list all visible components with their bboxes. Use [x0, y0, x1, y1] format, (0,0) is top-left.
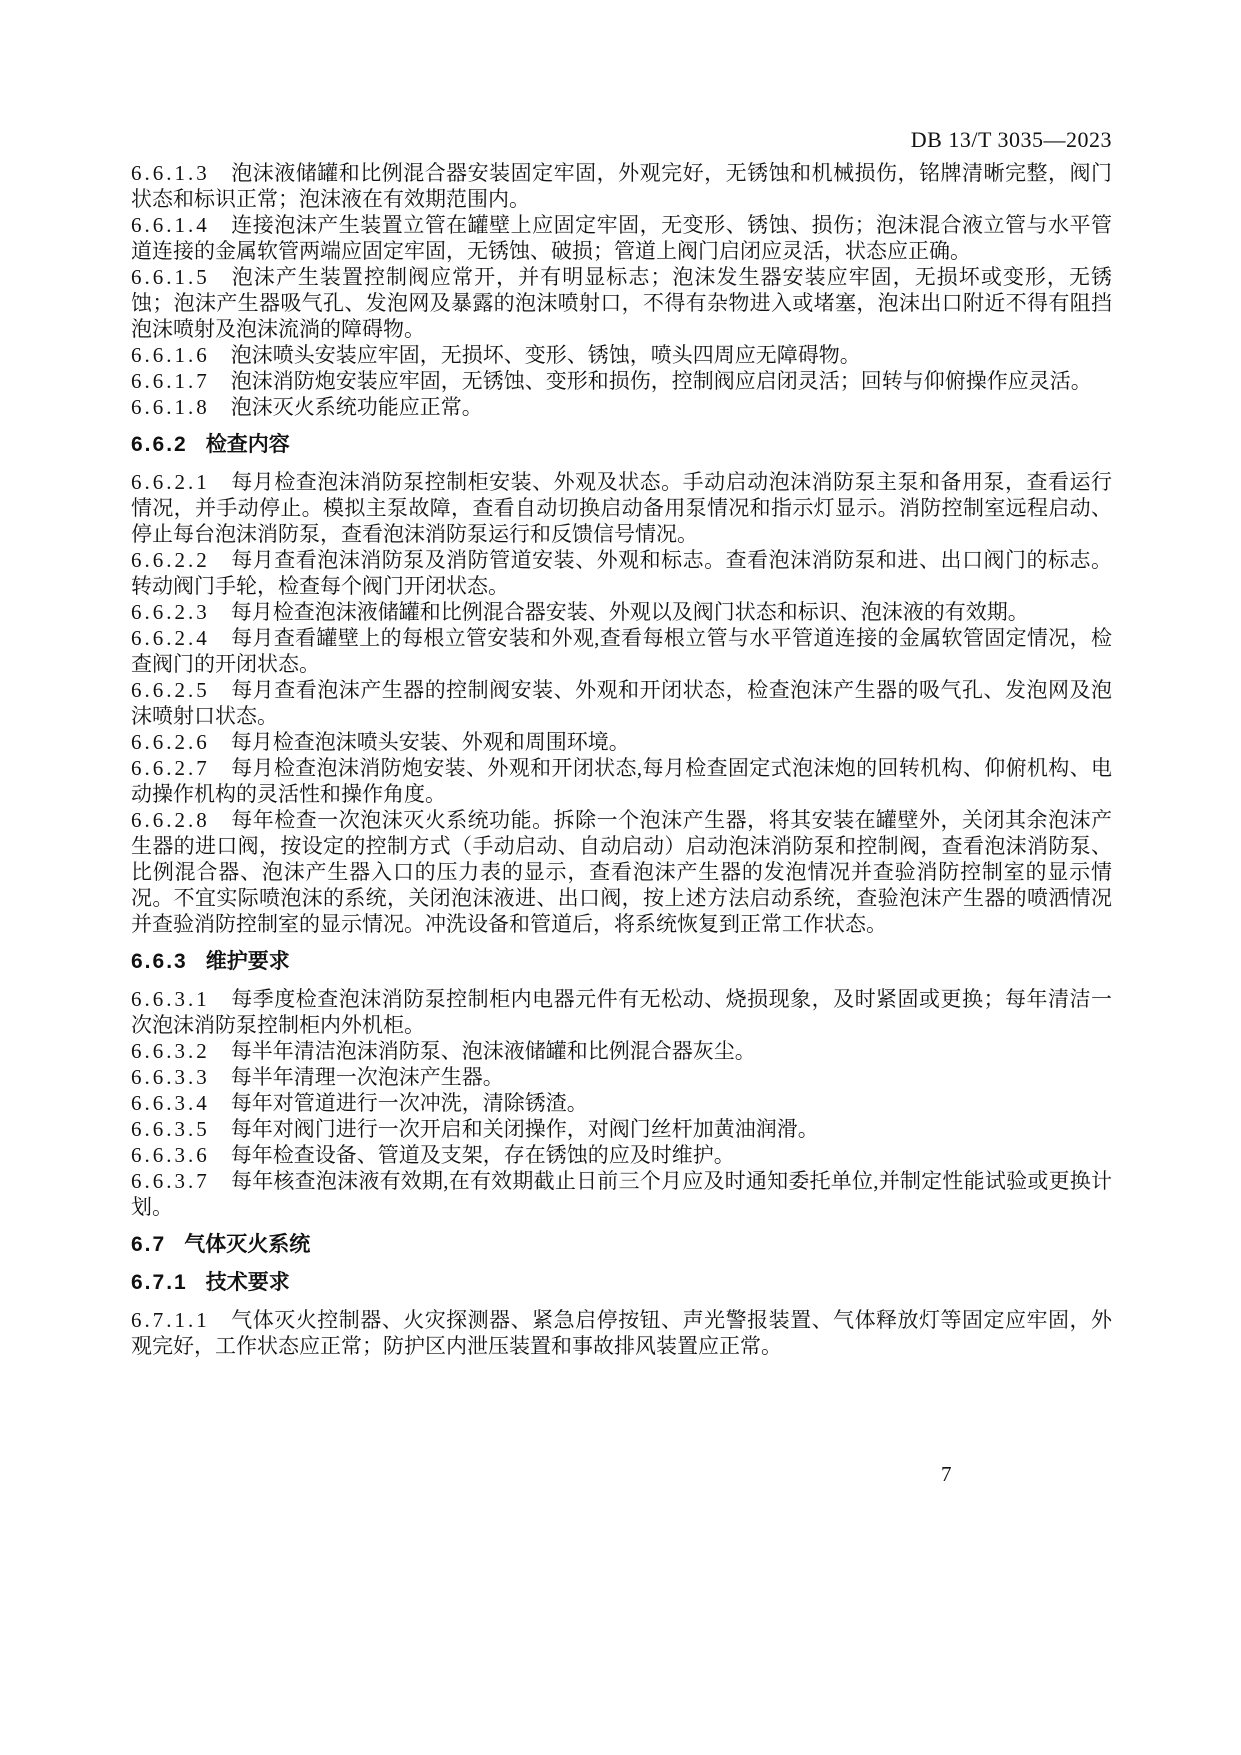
- clause-text: 每月检查泡沫消防泵控制柜安装、外观及状态。手动启动泡沫消防泵主泵和备用泵，查看运行情况，并手动停止。模拟主泵故障，查看自动切换启动备用泵情况和指示灯显示。消防控制室远程启动、停止每台泡沫消防泵，查看泡沫消防泵运行和反馈信号情况。: [131, 470, 1112, 546]
- section-heading: [131, 949, 1112, 975]
- clause-paragraph: [131, 1038, 1112, 1064]
- clause-text: 每月查看罐壁上的每根立管安装和外观,查看每根立管与水平管道连接的金属软管固定情况，检查阀门的开闭状态。: [131, 626, 1112, 676]
- clause-paragraph: [131, 1090, 1112, 1116]
- heading-number: 6.7.1: [131, 1271, 188, 1294]
- heading-title: 维护要求: [205, 950, 290, 973]
- clause-paragraph: [131, 212, 1112, 264]
- clause-paragraph: [131, 986, 1112, 1038]
- clause-paragraph: [131, 469, 1112, 547]
- section-heading: [131, 1270, 1112, 1296]
- clause-number: 6.6.3.3: [131, 1065, 210, 1089]
- heading-number: 6.6.2: [131, 433, 188, 456]
- clause-paragraph: [131, 1307, 1112, 1359]
- document-body: [131, 160, 1112, 1359]
- section-heading: [131, 432, 1112, 458]
- clause-number: 6.6.3.7: [131, 1169, 210, 1193]
- clause-text: 泡沫液储罐和比例混合器安装固定牢固，外观完好，无锈蚀和机械损伤，铭牌清晰完整，阀门状态和标识正常；泡沫液在有效期范围内。: [131, 161, 1112, 211]
- clause-number: 6.6.1.8: [131, 395, 210, 419]
- clause-paragraph: [131, 394, 1112, 420]
- clause-text: 每季度检查泡沫消防泵控制柜内电器元件有无松动、烧损现象，及时紧固或更换；每年清洁一次泡沫消防泵控制柜内外机柜。: [131, 987, 1112, 1037]
- clause-paragraph: [131, 368, 1112, 394]
- clause-text: 每月查看泡沫消防泵及消防管道安装、外观和标志。查看泡沫消防泵和进、出口阀门的标志。转动阀门手轮，检查每个阀门开闭状态。: [131, 548, 1112, 598]
- clause-text: 每半年清理一次泡沫产生器。: [230, 1065, 504, 1089]
- clause-number: 6.6.3.6: [131, 1143, 210, 1167]
- clause-number: 6.6.2.6: [131, 730, 210, 754]
- clause-text: 每年对管道进行一次冲洗，清除锈渣。: [230, 1091, 588, 1115]
- clause-number: 6.6.2.2: [131, 548, 210, 572]
- clause-paragraph: [131, 547, 1112, 599]
- clause-text: 每年检查设备、管道及支架，存在锈蚀的应及时维护。: [230, 1143, 735, 1167]
- clause-number: 6.6.3.1: [131, 987, 210, 1011]
- clause-paragraph: [131, 160, 1112, 212]
- clause-paragraph: [131, 599, 1112, 625]
- clause-number: 6.6.2.4: [131, 626, 210, 650]
- clause-text: 每年检查一次泡沫灭火系统功能。拆除一个泡沫产生器，将其安装在罐壁外，关闭其余泡沫产生器的进口阀，按设定的控制方式（手动启动、自动启动）启动泡沫消防泵和控制阀，查看泡沫消防泵、比例混合器、泡沫产生器入口的压力表的显示，查看泡沫产生器的发泡情况并查验消防控制室的显示情况。不宜实际喷泡沫的系统，关闭泡沫液进、出口阀，按上述方法启动系统，查验泡沫产生器的喷洒情况并查验消防控制室的显示情况。冲洗设备和管道后，将系统恢复到正常工作状态。: [131, 808, 1112, 936]
- clause-text: 泡沫消防炮安装应牢固，无锈蚀、变形和损伤，控制阀应启闭灵活；回转与仰俯操作应灵活。: [230, 369, 1092, 393]
- clause-number: 6.6.2.7: [131, 756, 210, 780]
- clause-number: 6.7.1.1: [131, 1308, 210, 1332]
- document-number: DB 13/T 3035—2023: [910, 127, 1112, 152]
- clause-number: 6.6.1.3: [131, 161, 210, 185]
- clause-paragraph: [131, 1168, 1112, 1220]
- clause-number: 6.6.3.4: [131, 1091, 210, 1115]
- clause-paragraph: [131, 677, 1112, 729]
- clause-number: 6.6.2.8: [131, 808, 210, 832]
- clause-text: 每月检查泡沫喷头安装、外观和周围环境。: [230, 730, 630, 754]
- clause-paragraph: [131, 625, 1112, 677]
- heading-title: 气体灭火系统: [184, 1233, 311, 1256]
- clause-number: 6.6.2.1: [131, 470, 210, 494]
- clause-number: 6.6.3.5: [131, 1117, 210, 1141]
- clause-paragraph: [131, 264, 1112, 342]
- clause-number: 6.6.1.4: [131, 213, 210, 237]
- clause-paragraph: [131, 1064, 1112, 1090]
- clause-number: 6.6.1.6: [131, 343, 210, 367]
- clause-text: 每月检查泡沫液储罐和比例混合器安装、外观以及阀门状态和标识、泡沫液的有效期。: [230, 600, 1029, 624]
- clause-paragraph: [131, 729, 1112, 755]
- clause-text: 每年核查泡沫液有效期,在有效期截止日前三个月应及时通知委托单位,并制定性能试验或更换计划。: [131, 1169, 1112, 1219]
- clause-text: 气体灭火控制器、火灾探测器、紧急启停按钮、声光警报装置、气体释放灯等固定应牢固，外观完好，工作状态应正常；防护区内泄压装置和事故排风装置应正常。: [131, 1308, 1112, 1358]
- section-heading: [131, 1232, 1112, 1258]
- heading-title: 检查内容: [205, 433, 290, 456]
- clause-number: 6.6.1.5: [131, 265, 210, 289]
- clause-text: 每半年清洁泡沫消防泵、泡沫液储罐和比例混合器灰尘。: [230, 1039, 756, 1063]
- page-number: 7: [941, 1462, 952, 1486]
- clause-text: 泡沫产生装置控制阀应常开，并有明显标志；泡沫发生器安装应牢固，无损坏或变形，无锈蚀；泡沫产生器吸气孔、发泡网及暴露的泡沫喷射口，不得有杂物进入或堵塞，泡沫出口附近不得有阻挡泡沫喷射及泡沫流淌的障碍物。: [131, 265, 1112, 341]
- clause-number: 6.6.2.5: [131, 678, 210, 702]
- clause-text: 泡沫喷头安装应牢固，无损坏、变形、锈蚀，喷头四周应无障碍物。: [230, 343, 861, 367]
- heading-number: 6.6.3: [131, 950, 188, 973]
- clause-text: 每月检查泡沫消防炮安装、外观和开闭状态,每月检查固定式泡沫炮的回转机构、仰俯机构、电动操作机构的灵活性和操作角度。: [131, 756, 1112, 806]
- clause-number: 6.6.3.2: [131, 1039, 210, 1063]
- clause-text: 泡沫灭火系统功能应正常。: [230, 395, 483, 419]
- clause-paragraph: [131, 755, 1112, 807]
- clause-number: 6.6.1.7: [131, 369, 210, 393]
- clause-text: 连接泡沫产生装置立管在罐壁上应固定牢固，无变形、锈蚀、损伤；泡沫混合液立管与水平管道连接的金属软管两端应固定牢固，无锈蚀、破损；管道上阀门启闭应灵活，状态应正确。: [131, 213, 1112, 263]
- heading-title: 技术要求: [205, 1271, 290, 1294]
- heading-number: 6.7: [131, 1233, 167, 1256]
- clause-paragraph: [131, 807, 1112, 937]
- clause-text: 每月查看泡沫产生器的控制阀安装、外观和开闭状态，检查泡沫产生器的吸气孔、发泡网及泡沫喷射口状态。: [131, 678, 1112, 728]
- clause-paragraph: [131, 1116, 1112, 1142]
- clause-number: 6.6.2.3: [131, 600, 210, 624]
- clause-paragraph: [131, 1142, 1112, 1168]
- clause-text: 每年对阀门进行一次开启和关闭操作，对阀门丝杆加黄油润滑。: [230, 1117, 819, 1141]
- clause-paragraph: [131, 342, 1112, 368]
